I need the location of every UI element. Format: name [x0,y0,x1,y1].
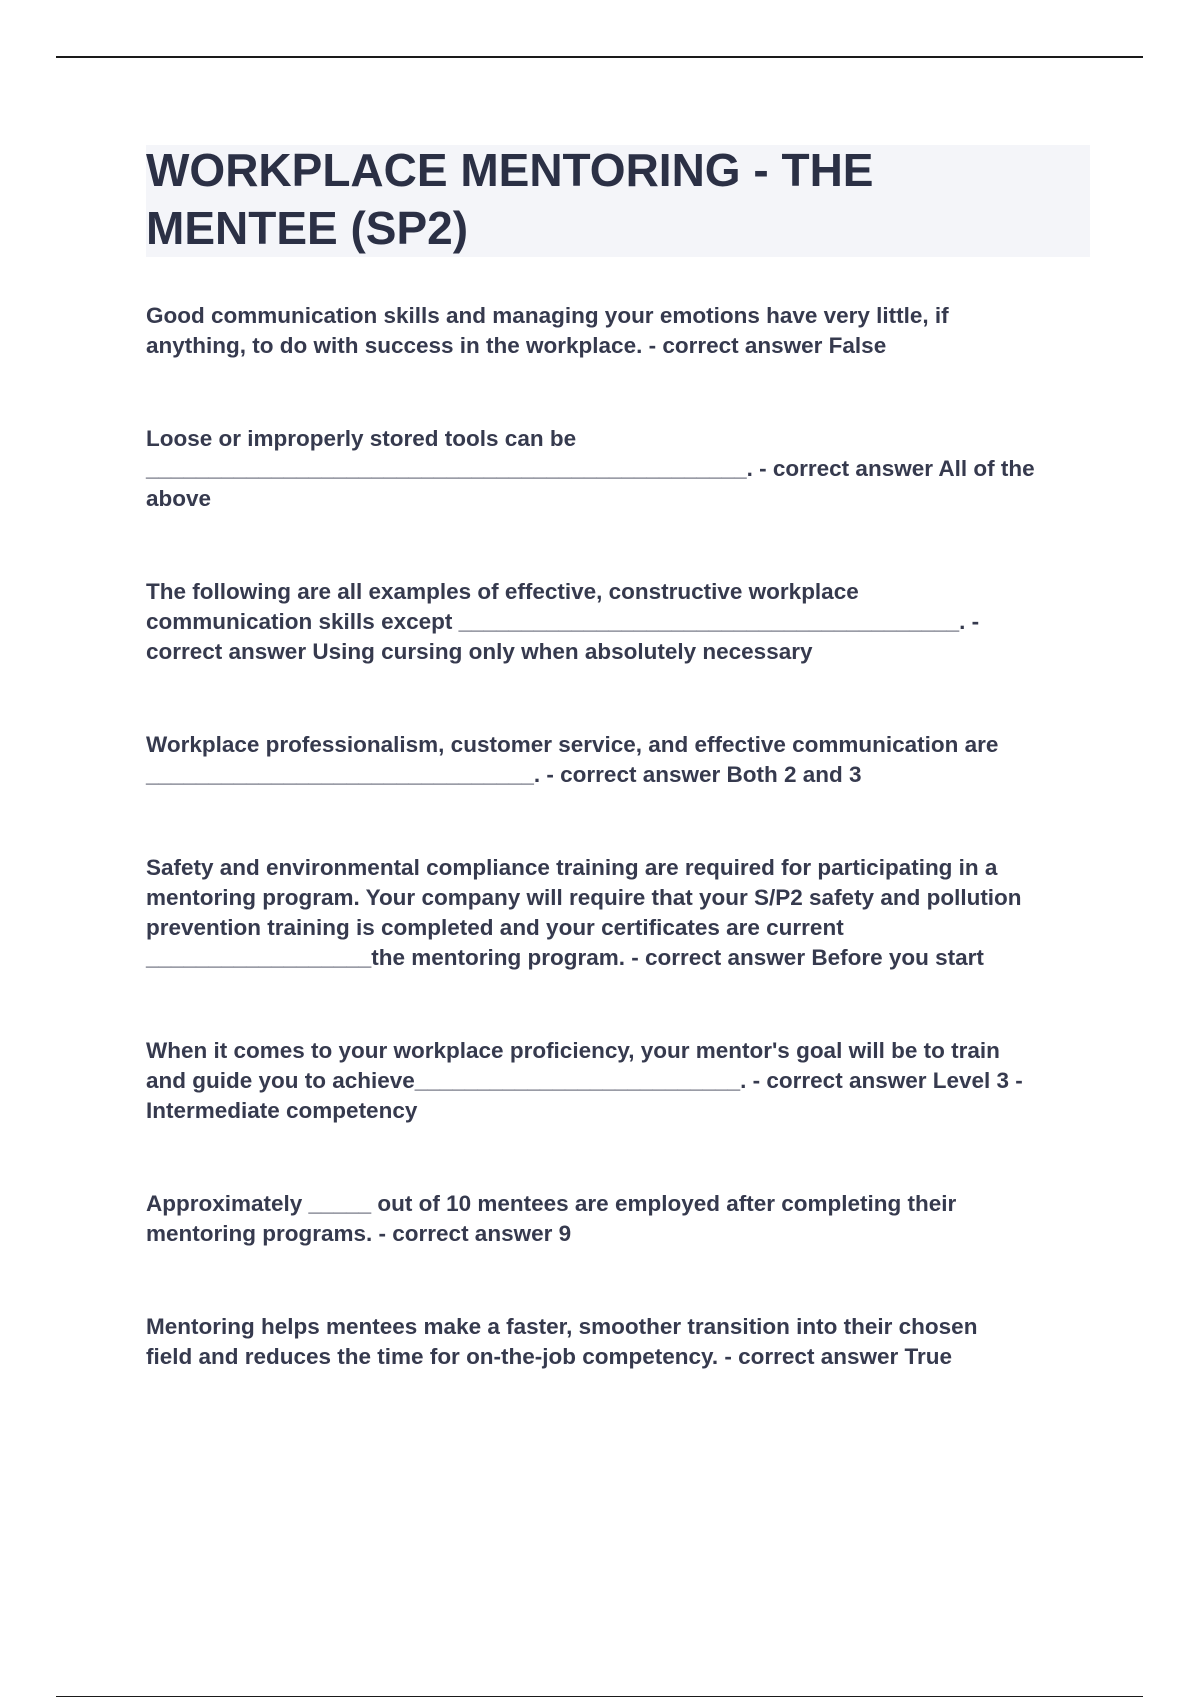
qa-item: Workplace professionalism, customer service, and effective communication are _______________________________. - correct answer Both 2 and 3 [146,732,999,787]
qa-item: The following are all examples of effective, constructive workplace communication skills except ________________________________________. - correct answer Using cursing only when absolutely necessary [146,579,980,664]
qa-item: When it comes to your workplace proficiency, your mentor's goal will be to train and guide you to achieve__________________________. - correct answer Level 3 - Intermediate competency [146,1038,1023,1123]
qa-item: Good communication skills and managing your emotions have very little, if anything, to do with success in the workplace. - correct answer False [146,303,949,358]
title-line-2: MENTEE (SP2) [146,202,469,254]
qa-item: Loose or improperly stored tools can be ________________________________________________. - correct answer All of the above [146,426,1035,511]
question-answer-list [146,301,1106,1372]
page-title [146,141,1090,257]
qa-item: Approximately _____ out of 10 mentees are employed after completing their mentoring programs. - correct answer 9 [146,1191,957,1246]
bottom-rule [56,1696,1143,1697]
qa-item: Mentoring helps mentees make a faster, smoother transition into their chosen field and reduces the time for on-the-job competency. - correct answer True [146,1314,978,1369]
qa-item: Safety and environmental compliance training are required for participating in a mentoring program. Your company will require that your S/P2 safety and pollution prevention training is completed and your certificates are current __________________the mentoring program. - correct answer Before you start [146,855,1022,970]
title-banner [146,145,1090,257]
top-rule [56,56,1143,58]
title-line-1: WORKPLACE MENTORING - THE [146,144,874,196]
